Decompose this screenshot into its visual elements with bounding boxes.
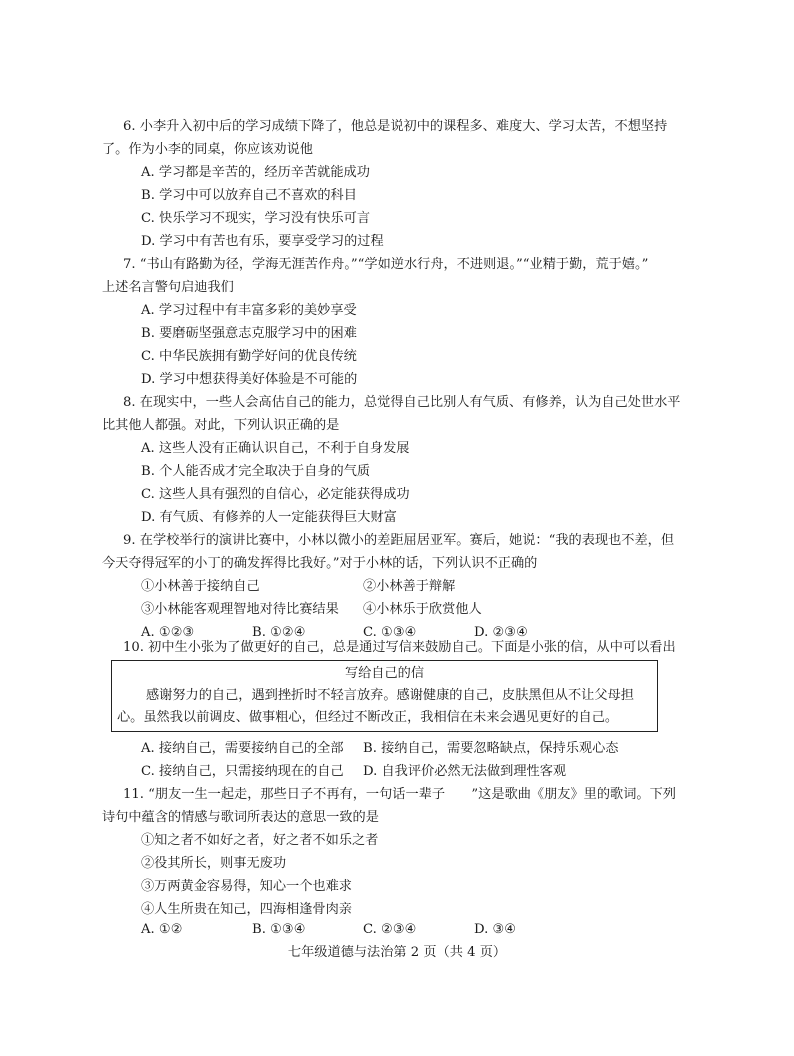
q7-option-b: B. 要磨砺坚强意志克服学习中的困难 bbox=[141, 326, 357, 341]
q7-stem-line-1: 7. “书山有路勤为径，学海无涯苦作舟。”“学如逆水行舟，不进则退。”“业精于勤，荒于嬉。” bbox=[123, 257, 649, 272]
q8-option-c: C. 这些人具有强烈的自信心，必定能获得成功 bbox=[141, 487, 410, 502]
q10-option-b: B. 接纳自己，需要忽略缺点，保持乐观心态 bbox=[363, 741, 619, 756]
q11-item-2: ②役其所长，则事无废功 bbox=[141, 856, 287, 871]
q10-option-d: D. 自我评价必然无法做到理性客观 bbox=[363, 764, 567, 779]
q7-stem-line-2: 上述名言警句启迪我们 bbox=[102, 280, 234, 295]
q9-stem-line-1: 9. 在学校举行的演讲比赛中，小林以微小的差距屈居亚军。赛后，她说：“我的表现也不差，但 bbox=[123, 533, 675, 548]
q11-option-d: D. ③④ bbox=[474, 922, 517, 937]
q8-stem-line-2: 比其他人都强。对此，下列认识正确的是 bbox=[102, 418, 340, 433]
q10-option-a: A. 接纳自己，需要接纳自己的全部 bbox=[141, 741, 344, 756]
q6-option-c: C. 快乐学习不现实，学习没有快乐可言 bbox=[141, 211, 371, 226]
q11-item-3: ③万两黄金容易得，知心一个也难求 bbox=[141, 879, 352, 894]
q7-option-a: A. 学习过程中有丰富多彩的美妙享受 bbox=[141, 303, 357, 318]
letter-paragraph-2: 心。虽然我以前调皮、做事粗心，但经过不断改正，我相信在未来会遇见更好的自己。 bbox=[117, 710, 619, 725]
q6-stem-line-1: 6. 小李升入初中后的学习成绩下降了，他总是说初中的课程多、难度大、学习太苦，不想坚持 bbox=[123, 119, 668, 134]
q7-option-c: C. 中华民族拥有勤学好问的优良传统 bbox=[141, 349, 357, 364]
q9-option-d: D. ②③④ bbox=[474, 625, 528, 640]
q11-option-c: C. ②③④ bbox=[363, 922, 417, 937]
letter-title: 写给自己的信 bbox=[344, 666, 425, 681]
q8-option-a: A. 这些人没有正确认识自己，不利于自身发展 bbox=[141, 441, 410, 456]
q6-stem-line-2: 了。作为小李的同桌，你应该劝说他 bbox=[102, 142, 313, 157]
q9-stem-line-2: 今天夺得冠军的小丁的确发挥得比我好。”对于小林的话，下列认识不正确的 bbox=[102, 556, 538, 571]
page-footer: 七年级道德与法治第 2 页（共 4 页） bbox=[287, 945, 507, 960]
letter-paragraph-1: 感谢努力的自己，遇到挫折时不轻言放弃。感谢健康的自己，皮肤黑但从不让父母担 bbox=[146, 688, 634, 703]
q9-item-4: ④小林乐于欣赏他人 bbox=[363, 602, 482, 617]
q11-option-b: B. ①③④ bbox=[252, 922, 306, 937]
q11-stem-line-1: 11. “朋友一生一起走，那些日子不再有，一句话一辈子 ”这是歌曲《朋友》里的歌词。下列 bbox=[123, 787, 676, 802]
q8-stem-line-1: 8. 在现实中，一些人会高估自己的能力，总觉得自己比别人有气质、有修养，认为自己处世水平 bbox=[123, 395, 681, 410]
q6-option-d: D. 学习中有苦也有乐，要享受学习的过程 bbox=[141, 234, 384, 249]
q9-option-b: B. ①②④ bbox=[252, 625, 306, 640]
q6-option-a: A. 学习都是辛苦的，经历辛苦就能成功 bbox=[141, 165, 370, 180]
q10-option-c: C. 接纳自己，只需接纳现在的自己 bbox=[141, 764, 344, 779]
q11-stem-line-2: 诗句中蕴含的情感与歌词所表达的意思一致的是 bbox=[102, 810, 379, 825]
q6-option-b: B. 学习中可以放弃自己不喜欢的科目 bbox=[141, 188, 357, 203]
letter-box bbox=[111, 660, 658, 732]
q11-option-a: A. ①② bbox=[141, 922, 183, 937]
q11-item-4: ④人生所贵在知己，四海相逢骨肉亲 bbox=[141, 902, 352, 917]
q9-item-1: ①小林善于接纳自己 bbox=[141, 579, 260, 594]
q9-item-3: ③小林能客观理智地对待比赛结果 bbox=[141, 602, 339, 617]
q8-option-b: B. 个人能否成才完全取决于自身的气质 bbox=[141, 464, 371, 479]
q9-option-a: A. ①②③ bbox=[141, 625, 195, 640]
q11-item-1: ①知之者不如好之者，好之者不如乐之者 bbox=[141, 833, 379, 848]
q9-item-2: ②小林善于辩解 bbox=[363, 579, 456, 594]
q9-option-c: C. ①③④ bbox=[363, 625, 417, 640]
q10-stem-line-1: 10. 初中生小张为了做更好的自己，总是通过写信来鼓励自己。下面是小张的信，从中可以看出 bbox=[123, 640, 676, 655]
q7-option-d: D. 学习中想获得美好体验是不可能的 bbox=[141, 372, 358, 387]
q8-option-d: D. 有气质、有修养的人一定能获得巨大财富 bbox=[141, 510, 397, 525]
